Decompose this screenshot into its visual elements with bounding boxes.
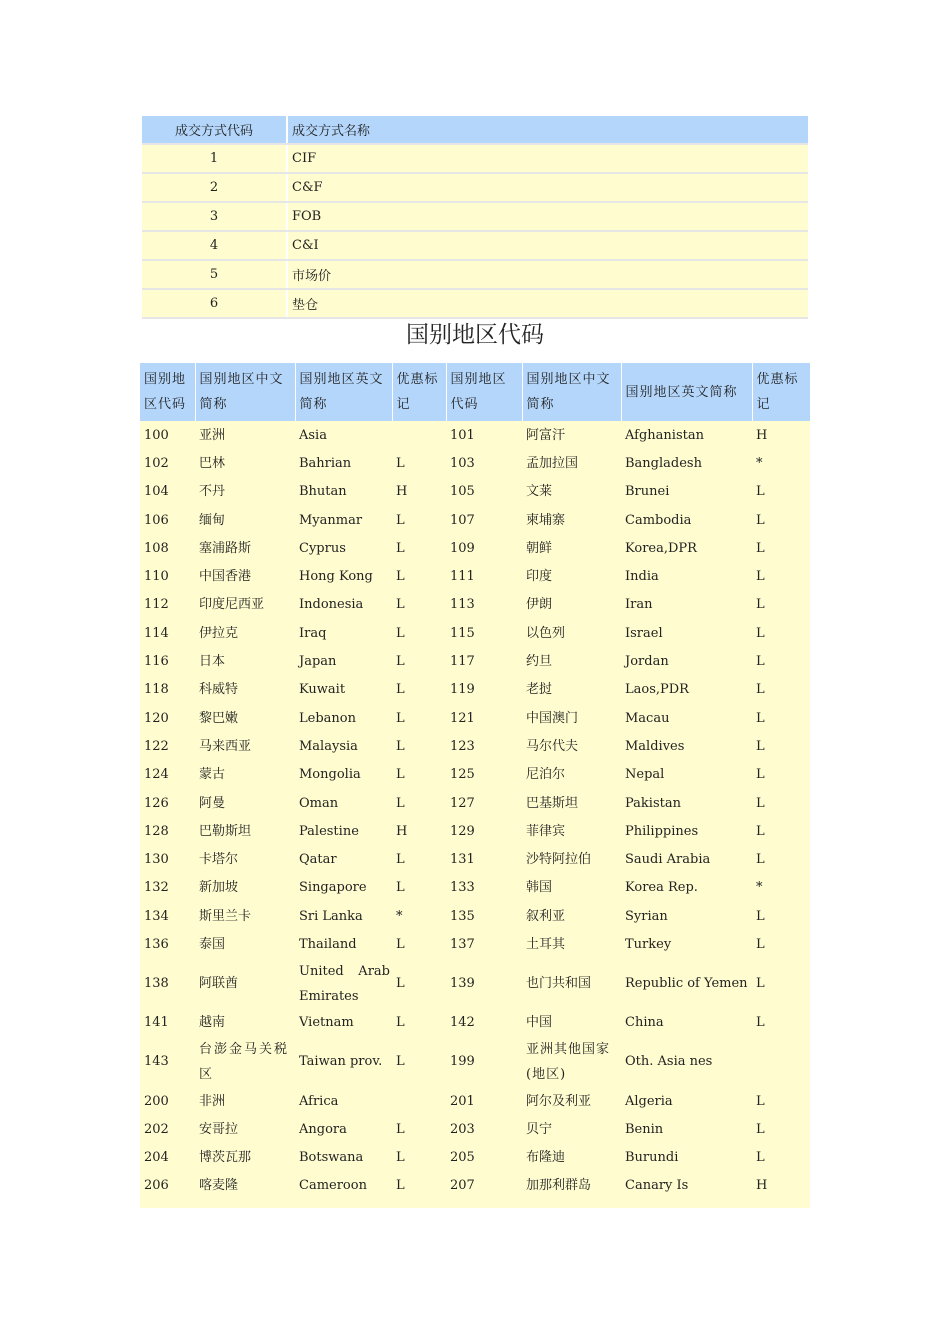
country-en-name: Iraq [299, 625, 327, 641]
country-row [140, 534, 810, 562]
country-code: 142 [450, 1015, 475, 1031]
country-cn-name: 加那利群岛 [526, 1178, 592, 1194]
country-code: 199 [450, 1054, 475, 1070]
preference-mark: L [396, 455, 405, 471]
country-cn-name: 喀麦隆 [199, 1178, 239, 1194]
country-en-name: Cambodia [625, 512, 692, 528]
country-row [140, 1009, 810, 1037]
preference-mark: L [396, 738, 405, 754]
country-cn-name: 台澎金马关税区 [199, 1041, 290, 1082]
country-cn-name: 柬埔寨 [526, 512, 566, 528]
country-codes-header-row [140, 363, 810, 421]
country-cn-name: 约旦 [526, 654, 553, 670]
preference-mark: L [756, 908, 765, 924]
country-en-name: China [625, 1015, 664, 1031]
country-en-name: Pakistan [625, 795, 681, 811]
country-row [140, 761, 810, 789]
country-en-name: Thailand [299, 936, 357, 952]
country-code: 119 [450, 682, 475, 698]
trade-term-name: 垫仓 [287, 289, 808, 318]
country-row [140, 1172, 810, 1200]
country-en-name: Mongolia [299, 767, 361, 783]
country-row [140, 591, 810, 619]
country-cn-name: 科威特 [199, 682, 239, 698]
country-en-name: Algeria [625, 1093, 673, 1109]
preference-mark: L [756, 738, 765, 754]
country-code: 102 [144, 455, 169, 471]
country-en-name: Lebanon [299, 710, 356, 726]
preference-mark: H [756, 427, 768, 443]
preference-mark: L [396, 1054, 405, 1070]
country-en-name: Japan [299, 654, 337, 670]
country-code: 136 [144, 936, 169, 952]
country-cn-name: 印度 [526, 569, 553, 585]
trade-terms-row [142, 289, 808, 318]
preference-mark: L [396, 710, 405, 726]
country-en-name: Turkey [625, 936, 672, 952]
country-cn-name: 菲律宾 [526, 823, 566, 839]
country-cn-name: 中国澳门 [526, 710, 579, 726]
preference-mark: L [756, 569, 765, 585]
country-row [140, 874, 810, 902]
country-en-name: Oth. Asia nes [625, 1054, 713, 1070]
country-en-name: Taiwan prov. [299, 1054, 383, 1070]
trade-terms-code-header: 成交方式代码 [142, 116, 287, 144]
preference-mark: L [396, 1121, 405, 1137]
country-en-name: Saudi Arabia [625, 852, 711, 868]
country-code: 115 [450, 625, 475, 641]
preference-mark: L [756, 484, 765, 500]
country-code: 133 [450, 880, 475, 896]
trade-terms-header-row [142, 116, 808, 144]
preference-mark: L [756, 852, 765, 868]
country-row [140, 789, 810, 817]
country-en-name: Republic of Yemen [625, 976, 748, 992]
trade-term-name: 市场价 [287, 260, 808, 289]
country-en-name: Korea,DPR [625, 540, 697, 556]
country-en-name: Canary Is [625, 1178, 689, 1194]
trade-terms-row [142, 173, 808, 202]
country-cn-name: 阿富汗 [526, 427, 566, 443]
country-row [140, 1115, 810, 1143]
country-cn-name: 伊拉克 [199, 625, 239, 641]
country-row [140, 930, 810, 958]
preference-mark: L [756, 682, 765, 698]
country-cn-name: 巴林 [199, 455, 226, 471]
country-en-name: Oman [299, 795, 339, 811]
col-header-en-left: 国别地区英文简称 [295, 363, 392, 421]
country-en-name: Asia [299, 427, 327, 443]
country-cn-name: 印度尼西亚 [199, 597, 265, 613]
preference-mark: L [396, 1150, 405, 1166]
country-code: 127 [450, 795, 475, 811]
country-cn-name: 阿尔及利亚 [526, 1093, 592, 1109]
country-cn-name: 卡塔尔 [199, 852, 239, 868]
country-cn-name: 亚洲其他国家(地区) [526, 1041, 611, 1082]
country-cn-name: 中国香港 [199, 569, 252, 585]
country-cn-name: 新加坡 [199, 880, 239, 896]
country-en-name: Singapore [299, 880, 367, 896]
country-code: 111 [450, 569, 475, 585]
country-code: 112 [144, 597, 169, 613]
country-row [140, 902, 810, 930]
preference-mark: H [396, 484, 408, 500]
country-en-name: Israel [625, 625, 663, 641]
preference-mark: * [756, 880, 763, 896]
country-cn-name: 也门共和国 [526, 976, 592, 992]
country-row [140, 1087, 810, 1115]
country-code: 126 [144, 795, 169, 811]
country-code: 101 [450, 427, 475, 443]
trade-term-code: 1 [142, 144, 287, 173]
country-cn-name: 巴勒斯坦 [199, 823, 252, 839]
trade-terms-table [142, 116, 808, 319]
section-title: 国别地区代码 [406, 322, 544, 348]
preference-mark: L [756, 936, 765, 952]
country-code: 137 [450, 936, 475, 952]
country-en-name: Vietnam [299, 1015, 354, 1031]
country-cn-name: 尼泊尔 [526, 767, 566, 783]
country-cn-name: 马尔代夫 [526, 738, 579, 754]
preference-mark: L [396, 852, 405, 868]
country-cn-name: 博茨瓦那 [199, 1150, 252, 1166]
preference-mark: L [756, 512, 765, 528]
country-code: 134 [144, 908, 169, 924]
country-code: 205 [450, 1150, 475, 1166]
country-en-name: Laos,PDR [625, 682, 689, 698]
country-cn-name: 孟加拉国 [526, 455, 579, 471]
preference-mark: L [756, 710, 765, 726]
country-code: 206 [144, 1178, 169, 1194]
country-en-name: Kuwait [299, 682, 346, 698]
trade-term-name: C&F [287, 173, 808, 202]
country-cn-name: 马来西亚 [199, 738, 252, 754]
country-en-name: Burundi [625, 1150, 679, 1166]
country-code: 104 [144, 484, 169, 500]
preference-mark: L [396, 976, 405, 992]
country-en-name: Cameroon [299, 1178, 367, 1194]
col-header-code-left: 国别地区代码 [140, 363, 195, 421]
preference-mark: L [756, 540, 765, 556]
preference-mark: L [396, 767, 405, 783]
preference-mark: H [396, 823, 408, 839]
country-code: 204 [144, 1150, 169, 1166]
trade-term-name: C&I [287, 231, 808, 260]
country-row [140, 732, 810, 760]
col-header-cn-left: 国别地区中文简称 [195, 363, 295, 421]
country-code: 132 [144, 880, 169, 896]
country-code: 110 [144, 569, 169, 585]
country-code: 118 [144, 682, 169, 698]
country-cn-name: 文莱 [526, 484, 553, 500]
country-code: 131 [450, 852, 475, 868]
country-cn-name: 塞浦路斯 [199, 540, 252, 556]
country-en-name: Indonesia [299, 597, 364, 613]
country-row [140, 449, 810, 477]
country-code: 113 [450, 597, 475, 613]
country-cn-name: 不丹 [199, 484, 226, 500]
preference-mark: L [756, 1093, 765, 1109]
country-row [140, 562, 810, 590]
trade-terms-row [142, 144, 808, 173]
country-cn-name: 泰国 [199, 936, 226, 952]
country-code: 138 [144, 976, 169, 992]
country-en-name: Brunei [625, 484, 670, 500]
country-code: 207 [450, 1178, 475, 1194]
country-cn-name: 布隆迪 [526, 1150, 566, 1166]
country-row [140, 845, 810, 873]
preference-mark [752, 1037, 810, 1087]
trade-terms-name-header: 成交方式名称 [287, 116, 808, 144]
preference-mark: H [756, 1178, 768, 1194]
country-en-name: Bahrian [299, 455, 352, 471]
country-row [140, 506, 810, 534]
trade-term-name: FOB [287, 202, 808, 231]
country-code: 124 [144, 767, 169, 783]
country-en-name: Nepal [625, 767, 665, 783]
preference-mark: L [756, 597, 765, 613]
country-code: 109 [450, 540, 475, 556]
country-en-name: Qatar [299, 852, 337, 868]
country-row [140, 817, 810, 845]
country-row [140, 1037, 810, 1087]
country-en-name: Botswana [299, 1150, 364, 1166]
col-header-code-right: 国别地区代码 [446, 363, 522, 421]
trade-terms-row [142, 231, 808, 260]
country-en-name: Iran [625, 597, 653, 613]
country-code: 120 [144, 710, 169, 726]
country-en-name: Malaysia [299, 738, 358, 754]
country-code: 203 [450, 1121, 475, 1137]
trade-term-code: 3 [142, 202, 287, 231]
country-cn-name: 安哥拉 [199, 1121, 239, 1137]
country-en-name: Korea Rep. [625, 880, 698, 896]
country-code: 125 [450, 767, 475, 783]
preference-mark: * [756, 455, 763, 471]
country-row [140, 619, 810, 647]
country-code: 128 [144, 823, 169, 839]
country-code: 108 [144, 540, 169, 556]
country-code: 130 [144, 852, 169, 868]
country-row [140, 478, 810, 506]
preference-mark: L [396, 795, 405, 811]
country-en-name: Syrian [625, 908, 668, 924]
col-header-cn-right: 国别地区中文简称 [522, 363, 621, 421]
country-en-name: Bhutan [299, 484, 347, 500]
preference-mark [392, 421, 446, 449]
country-cn-name: 非洲 [199, 1093, 226, 1109]
country-code: 106 [144, 512, 169, 528]
preference-mark: L [756, 767, 765, 783]
preference-mark: L [396, 936, 405, 952]
country-cn-name: 土耳其 [526, 936, 566, 952]
country-row [140, 647, 810, 675]
country-code: 103 [450, 455, 475, 471]
country-code: 201 [450, 1093, 475, 1109]
country-cn-name: 叙利亚 [526, 908, 566, 924]
trade-term-code: 2 [142, 173, 287, 202]
preference-mark: L [756, 1015, 765, 1031]
country-cn-name: 亚洲 [199, 427, 226, 443]
country-cn-name: 朝鲜 [526, 540, 553, 556]
country-cn-name: 阿联酋 [199, 976, 239, 992]
country-cn-name: 韩国 [526, 880, 553, 896]
preference-mark: L [756, 823, 765, 839]
preference-mark: L [396, 682, 405, 698]
country-en-name: Maldives [625, 738, 685, 754]
country-cn-name: 斯里兰卡 [199, 908, 252, 924]
country-code: 121 [450, 710, 475, 726]
country-row [140, 959, 810, 1009]
country-code: 117 [450, 654, 475, 670]
country-en-name: United Arab Emirates [299, 963, 390, 1004]
trade-term-code: 5 [142, 260, 287, 289]
country-code: 107 [450, 512, 475, 528]
country-en-name: Palestine [299, 823, 359, 839]
country-en-name: Macau [625, 710, 670, 726]
trade-terms-row [142, 202, 808, 231]
preference-mark: L [396, 880, 405, 896]
country-cn-name: 贝宁 [526, 1121, 553, 1137]
country-en-name: India [625, 569, 659, 585]
country-en-name: Benin [625, 1121, 664, 1137]
country-row [140, 1144, 810, 1172]
country-cn-name: 老挝 [526, 682, 553, 698]
country-code: 200 [144, 1093, 169, 1109]
country-en-name: Africa [299, 1093, 339, 1109]
preference-mark: L [756, 976, 765, 992]
preference-mark: L [756, 1150, 765, 1166]
country-code: 105 [450, 484, 475, 500]
country-cn-name: 黎巴嫩 [199, 710, 239, 726]
country-en-name: Angora [299, 1121, 347, 1137]
trade-term-code: 4 [142, 231, 287, 260]
country-en-name: Sri Lanka [299, 908, 363, 924]
country-cn-name: 沙特阿拉伯 [526, 852, 592, 868]
country-cn-name: 蒙古 [199, 767, 226, 783]
country-en-name: Bangladesh [625, 455, 702, 471]
preference-mark: L [396, 540, 405, 556]
preference-mark: L [396, 654, 405, 670]
country-cn-name: 中国 [526, 1015, 553, 1031]
country-en-name: Afghanistan [625, 427, 704, 443]
country-code: 141 [144, 1015, 169, 1031]
preference-mark: L [756, 1121, 765, 1137]
country-en-name: Myanmar [299, 512, 363, 528]
country-code: 135 [450, 908, 475, 924]
trade-term-name: CIF [287, 144, 808, 173]
country-cn-name: 日本 [199, 654, 226, 670]
preference-mark: L [756, 654, 765, 670]
country-code: 122 [144, 738, 169, 754]
country-code: 139 [450, 976, 475, 992]
col-header-pref-left: 优惠标记 [392, 363, 446, 421]
preference-mark [392, 1087, 446, 1115]
country-code: 202 [144, 1121, 169, 1137]
country-en-name: Hong Kong [299, 569, 373, 585]
col-header-en-right: 国别地区英文简称 [621, 363, 752, 421]
preference-mark: L [756, 795, 765, 811]
country-row [140, 676, 810, 704]
preference-mark: L [396, 569, 405, 585]
country-cn-name: 缅甸 [199, 512, 226, 528]
country-code: 143 [144, 1054, 169, 1070]
country-code: 116 [144, 654, 169, 670]
country-cn-name: 巴基斯坦 [526, 795, 579, 811]
country-row [140, 421, 810, 449]
preference-mark: L [396, 1178, 405, 1194]
trade-terms-row [142, 260, 808, 289]
country-en-name: Jordan [625, 654, 669, 670]
trade-term-code: 6 [142, 289, 287, 318]
country-cn-name: 伊朗 [526, 597, 553, 613]
country-en-name: Philippines [625, 823, 699, 839]
country-code: 123 [450, 738, 475, 754]
col-header-pref-right: 优惠标记 [752, 363, 810, 421]
preference-mark: L [396, 597, 405, 613]
country-code: 114 [144, 625, 169, 641]
country-codes-table-wrapper [140, 363, 810, 1208]
country-code: 129 [450, 823, 475, 839]
country-en-name: Cyprus [299, 540, 346, 556]
country-cn-name: 阿曼 [199, 795, 226, 811]
country-cn-name: 越南 [199, 1015, 226, 1031]
preference-mark: L [396, 1015, 405, 1031]
country-code: 100 [144, 427, 169, 443]
country-codes-table [140, 363, 810, 1200]
country-row [140, 704, 810, 732]
country-cn-name: 以色列 [526, 625, 566, 641]
preference-mark: L [396, 512, 405, 528]
preference-mark: L [396, 625, 405, 641]
preference-mark: L [756, 625, 765, 641]
preference-mark: * [396, 908, 403, 924]
